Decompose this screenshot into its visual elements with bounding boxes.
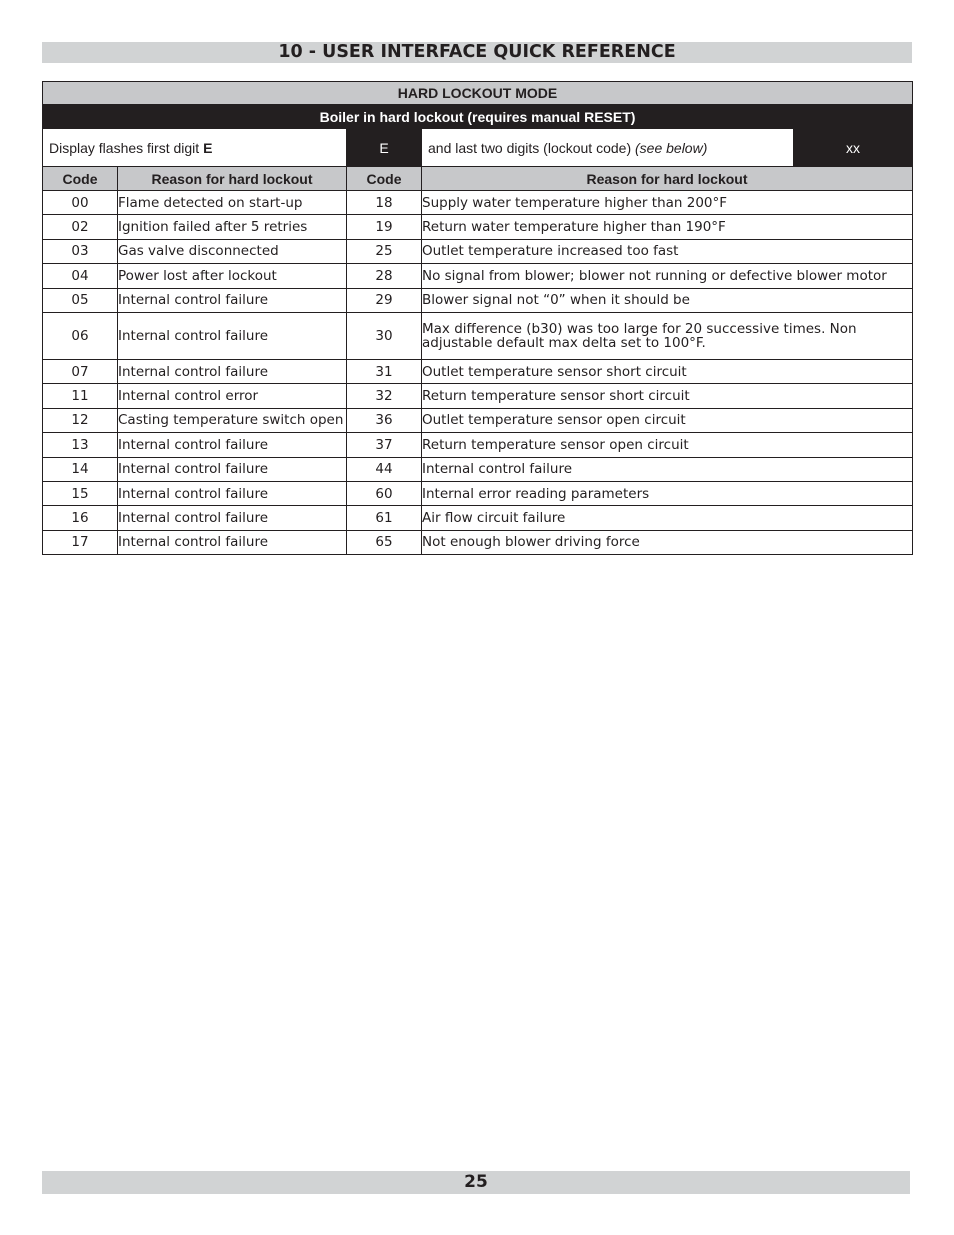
code-left-cell: 06 (43, 312, 118, 359)
reason-left-cell: Ignition failed after 5 retries (118, 215, 347, 239)
reason-left-cell: Casting temperature switch open (118, 408, 347, 432)
code-right-cell: 29 (347, 288, 422, 312)
table-row (43, 433, 913, 457)
table-row (43, 215, 913, 239)
code-left-cell: 16 (43, 506, 118, 530)
display-label2-italic: (see below) (635, 139, 708, 156)
table-title: HARD LOCKOUT MODE (43, 82, 913, 105)
table-body (43, 191, 913, 555)
table-row (43, 264, 913, 288)
code-left-cell: 11 (43, 384, 118, 408)
table-row (43, 506, 913, 530)
table-row (43, 408, 913, 432)
table-row (43, 530, 913, 554)
reason-right-cell: No signal from blower; blower not running or defective blower motor (422, 264, 913, 288)
table-row (43, 384, 913, 408)
reason-right-cell: Return water temperature higher than 190°F (422, 215, 913, 239)
display-label-bold: E (203, 139, 213, 156)
table-row (43, 359, 913, 383)
table-row (43, 288, 913, 312)
code-left-cell: 04 (43, 264, 118, 288)
reason-left-cell: Internal control failure (118, 506, 347, 530)
code-right-cell: 28 (347, 264, 422, 288)
reason-left-cell: Power lost after lockout (118, 264, 347, 288)
code-right-cell: 36 (347, 408, 422, 432)
reason-right-cell: Outlet temperature sensor open circuit (422, 408, 913, 432)
table-row (43, 457, 913, 481)
reason-right-cell: Outlet temperature increased too fast (422, 239, 913, 263)
display-first-digit-label (43, 129, 347, 167)
reason-right-cell: Not enough blower driving force (422, 530, 913, 554)
reason-right-cell: Air flow circuit failure (422, 506, 913, 530)
code-right-cell: 44 (347, 457, 422, 481)
display-label-text: Display flashes first digit (49, 139, 204, 156)
display-label2-text: and last two digits (lockout code) (428, 139, 635, 156)
reason-right-cell: Outlet temperature sensor short circuit (422, 359, 913, 383)
table-row (43, 481, 913, 505)
code-right-cell: 30 (347, 312, 422, 359)
code-left-cell: 00 (43, 191, 118, 215)
code-right-cell: 37 (347, 433, 422, 457)
code-left-cell: 02 (43, 215, 118, 239)
code-right-cell: 31 (347, 359, 422, 383)
section-title: 10 - USER INTERFACE QUICK REFERENCE (42, 42, 912, 63)
code-left-cell: 07 (43, 359, 118, 383)
reason-left-cell: Internal control failure (118, 312, 347, 359)
reason-right-cell: Supply water temperature higher than 200°F (422, 191, 913, 215)
page-number: 25 (42, 1171, 910, 1194)
code-right-cell: 18 (347, 191, 422, 215)
reason-left-cell: Flame detected on start-up (118, 191, 347, 215)
code-left-cell: 05 (43, 288, 118, 312)
reason-left-cell: Internal control failure (118, 433, 347, 457)
reason-right-cell: Return temperature sensor open circuit (422, 433, 913, 457)
reason-left-cell: Internal control failure (118, 481, 347, 505)
reason-left-cell: Internal control failure (118, 288, 347, 312)
code-left-cell: 12 (43, 408, 118, 432)
header-code-2: Code (347, 167, 422, 191)
code-right-cell: 32 (347, 384, 422, 408)
reason-left-cell: Internal control failure (118, 457, 347, 481)
header-code: Code (43, 167, 118, 191)
reason-left-cell: Internal control error (118, 384, 347, 408)
table-row (43, 239, 913, 263)
code-left-cell: 15 (43, 481, 118, 505)
header-reason-2: Reason for hard lockout (422, 167, 913, 191)
code-left-cell: 13 (43, 433, 118, 457)
code-left-cell: 17 (43, 530, 118, 554)
first-digit-value: E (347, 129, 422, 167)
reason-right-cell: Blower signal not “0” when it should be (422, 288, 913, 312)
last-digits-value: xx (794, 129, 913, 167)
code-right-cell: 61 (347, 506, 422, 530)
reason-left-cell: Internal control failure (118, 530, 347, 554)
table-row (43, 312, 913, 359)
reason-left-cell: Gas valve disconnected (118, 239, 347, 263)
reason-left-cell: Internal control failure (118, 359, 347, 383)
code-right-cell: 19 (347, 215, 422, 239)
reason-right-cell: Max difference (b30) was too large for 20 successive times. Non adjustable default max delta set to 100°F. (422, 312, 913, 359)
display-last-digits-label (422, 129, 794, 167)
code-right-cell: 65 (347, 530, 422, 554)
table-subtitle: Boiler in hard lockout (requires manual RESET) (43, 105, 913, 129)
code-left-cell: 03 (43, 239, 118, 263)
hard-lockout-table (42, 81, 913, 555)
code-right-cell: 60 (347, 481, 422, 505)
header-reason: Reason for hard lockout (118, 167, 347, 191)
code-left-cell: 14 (43, 457, 118, 481)
code-right-cell: 25 (347, 239, 422, 263)
table-row (43, 191, 913, 215)
reason-right-cell: Internal error reading parameters (422, 481, 913, 505)
reason-right-cell: Return temperature sensor short circuit (422, 384, 913, 408)
reason-right-cell: Internal control failure (422, 457, 913, 481)
